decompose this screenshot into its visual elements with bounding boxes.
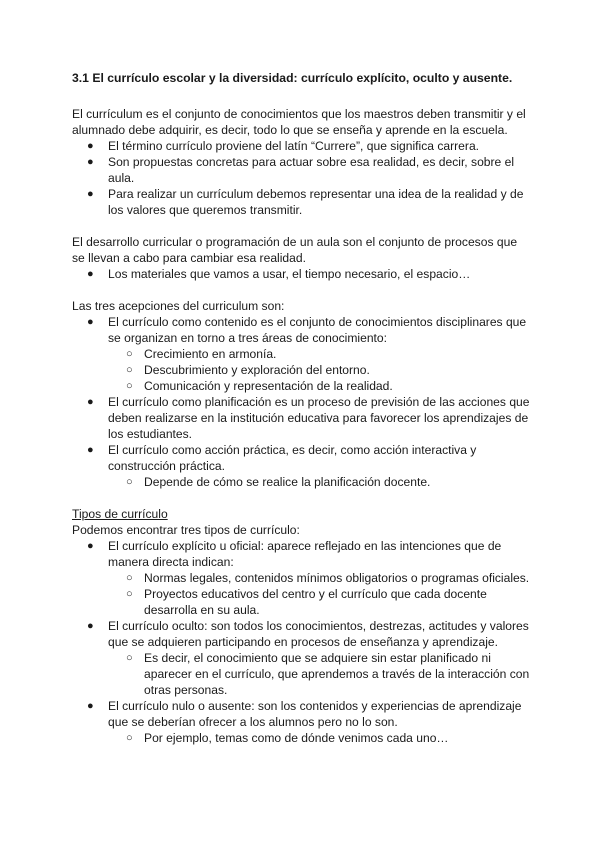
sub-list-item-text: Comunicación y representación de la realidad. bbox=[144, 379, 393, 393]
list-item-text: El currículo nulo o ausente: son los contenidos y experiencias de aprendizaje que se deberían ofrecer a los alumnos pero no lo son. bbox=[108, 699, 522, 729]
paragraph-curricular-development: El desarrollo curricular o programación de un aula son el conjunto de procesos que se llevan a cabo para cambiar esa realidad. bbox=[72, 235, 518, 265]
list-item-text: Para realizar un currículum debemos representar una idea de la realidad y de los valores que queremos transmitir. bbox=[108, 187, 524, 217]
sub-list-item bbox=[108, 650, 532, 698]
bullet-icon: ● bbox=[87, 316, 94, 328]
sub-list-item bbox=[108, 570, 532, 586]
circle-bullet-icon: ○ bbox=[126, 380, 133, 392]
bullet-icon: ● bbox=[87, 188, 94, 200]
list-item-text: El término currículo proviene del latín “Currere”, que significa carrera. bbox=[108, 139, 480, 153]
sub-list-item-text: Normas legales, contenidos mínimos obligatorios o programas oficiales. bbox=[144, 571, 530, 585]
bullet-list-materials bbox=[72, 266, 532, 282]
bullet-list-types bbox=[72, 538, 532, 746]
spacer bbox=[72, 282, 532, 298]
paragraph-curriculum-definition: El currículum es el conjunto de conocimientos que los maestros deben transmitir y el alumnado debe adquirir, es decir, todo lo que se enseña y aprende en la escuela. bbox=[72, 107, 526, 137]
list-item bbox=[72, 186, 532, 218]
bullet-icon: ● bbox=[87, 140, 94, 152]
sub-list bbox=[108, 730, 532, 746]
list-item bbox=[72, 618, 532, 698]
spacer bbox=[72, 218, 532, 234]
sub-list-item-text: Proyectos educativos del centro y el currículo que cada docente desarrolla en su aula. bbox=[144, 587, 487, 617]
list-item bbox=[72, 394, 532, 442]
sub-list bbox=[108, 474, 532, 490]
sub-list-item-text: Descubrimiento y exploración del entorno. bbox=[144, 363, 370, 377]
document-page bbox=[72, 70, 532, 746]
bullet-list-curriculum bbox=[72, 138, 532, 218]
sub-list-item bbox=[108, 362, 532, 378]
list-item bbox=[72, 266, 532, 282]
paragraph-types-intro: Podemos encontrar tres tipos de currículo: bbox=[72, 523, 300, 537]
sub-list-item bbox=[108, 378, 532, 394]
circle-bullet-icon: ○ bbox=[126, 588, 133, 600]
sub-list-item bbox=[108, 586, 532, 618]
list-item-text: El currículo como contenido es el conjunto de conocimientos disciplinares que se organizan en torno a tres áreas de conocimiento: bbox=[108, 315, 527, 345]
bullet-icon: ● bbox=[87, 396, 94, 408]
list-item bbox=[72, 154, 532, 186]
paragraph-three-meanings: Las tres acepciones del curriculum son: bbox=[72, 299, 285, 313]
list-item bbox=[72, 314, 532, 394]
circle-bullet-icon: ○ bbox=[126, 476, 133, 488]
sub-list-item-text: Depende de cómo se realice la planificación docente. bbox=[144, 475, 431, 489]
circle-bullet-icon: ○ bbox=[126, 652, 133, 664]
list-item-text: El currículo explícito u oficial: aparece reflejado en las intenciones que de manera directa indican: bbox=[108, 539, 502, 569]
sub-list-item-text: Por ejemplo, temas como de dónde venimos cada uno… bbox=[144, 731, 449, 745]
circle-bullet-icon: ○ bbox=[126, 348, 133, 360]
bullet-icon: ● bbox=[87, 700, 94, 712]
sub-list bbox=[108, 650, 532, 698]
subheading-tipos-curriculo: Tipos de currículo bbox=[72, 507, 168, 521]
spacer bbox=[72, 490, 532, 506]
bullet-icon: ● bbox=[87, 156, 94, 168]
bullet-icon: ● bbox=[87, 268, 94, 280]
section-title: 3.1 El currículo escolar y la diversidad: currículo explícito, oculto y ausente. bbox=[72, 71, 513, 85]
sub-list-item bbox=[108, 474, 532, 490]
list-item bbox=[72, 442, 532, 490]
bullet-icon: ● bbox=[87, 444, 94, 456]
list-item bbox=[72, 698, 532, 746]
list-item bbox=[72, 138, 532, 154]
list-item bbox=[72, 538, 532, 618]
list-item-text: El currículo como planificación es un proceso de previsión de las acciones que deben realizarse en la institución educativa para favorecer los aprendizajes de los estudiantes. bbox=[108, 395, 530, 441]
sub-list bbox=[108, 346, 532, 394]
circle-bullet-icon: ○ bbox=[126, 364, 133, 376]
sub-list-item-text: Es decir, el conocimiento que se adquiere sin estar planificado ni aparecer en el currículo, que aprendemos a través de la interacción con otras personas. bbox=[144, 651, 530, 697]
list-item-text: El currículo oculto: son todos los conocimientos, destrezas, actitudes y valores que se adquieren participando en procesos de enseñanza y aprendizaje. bbox=[108, 619, 529, 649]
list-item-text: El currículo como acción práctica, es decir, como acción interactiva y construcción práctica. bbox=[108, 443, 477, 473]
sub-list-item bbox=[108, 730, 532, 746]
sub-list-item-text: Crecimiento en armonía. bbox=[144, 347, 277, 361]
bullet-list-meanings bbox=[72, 314, 532, 490]
list-item-text: Los materiales que vamos a usar, el tiempo necesario, el espacio… bbox=[108, 267, 471, 281]
bullet-icon: ● bbox=[87, 620, 94, 632]
bullet-icon: ● bbox=[87, 540, 94, 552]
list-item-text: Son propuestas concretas para actuar sobre esa realidad, es decir, sobre el aula. bbox=[108, 155, 515, 185]
sub-list-item bbox=[108, 346, 532, 362]
circle-bullet-icon: ○ bbox=[126, 572, 133, 584]
sub-list bbox=[108, 570, 532, 618]
circle-bullet-icon: ○ bbox=[126, 732, 133, 744]
